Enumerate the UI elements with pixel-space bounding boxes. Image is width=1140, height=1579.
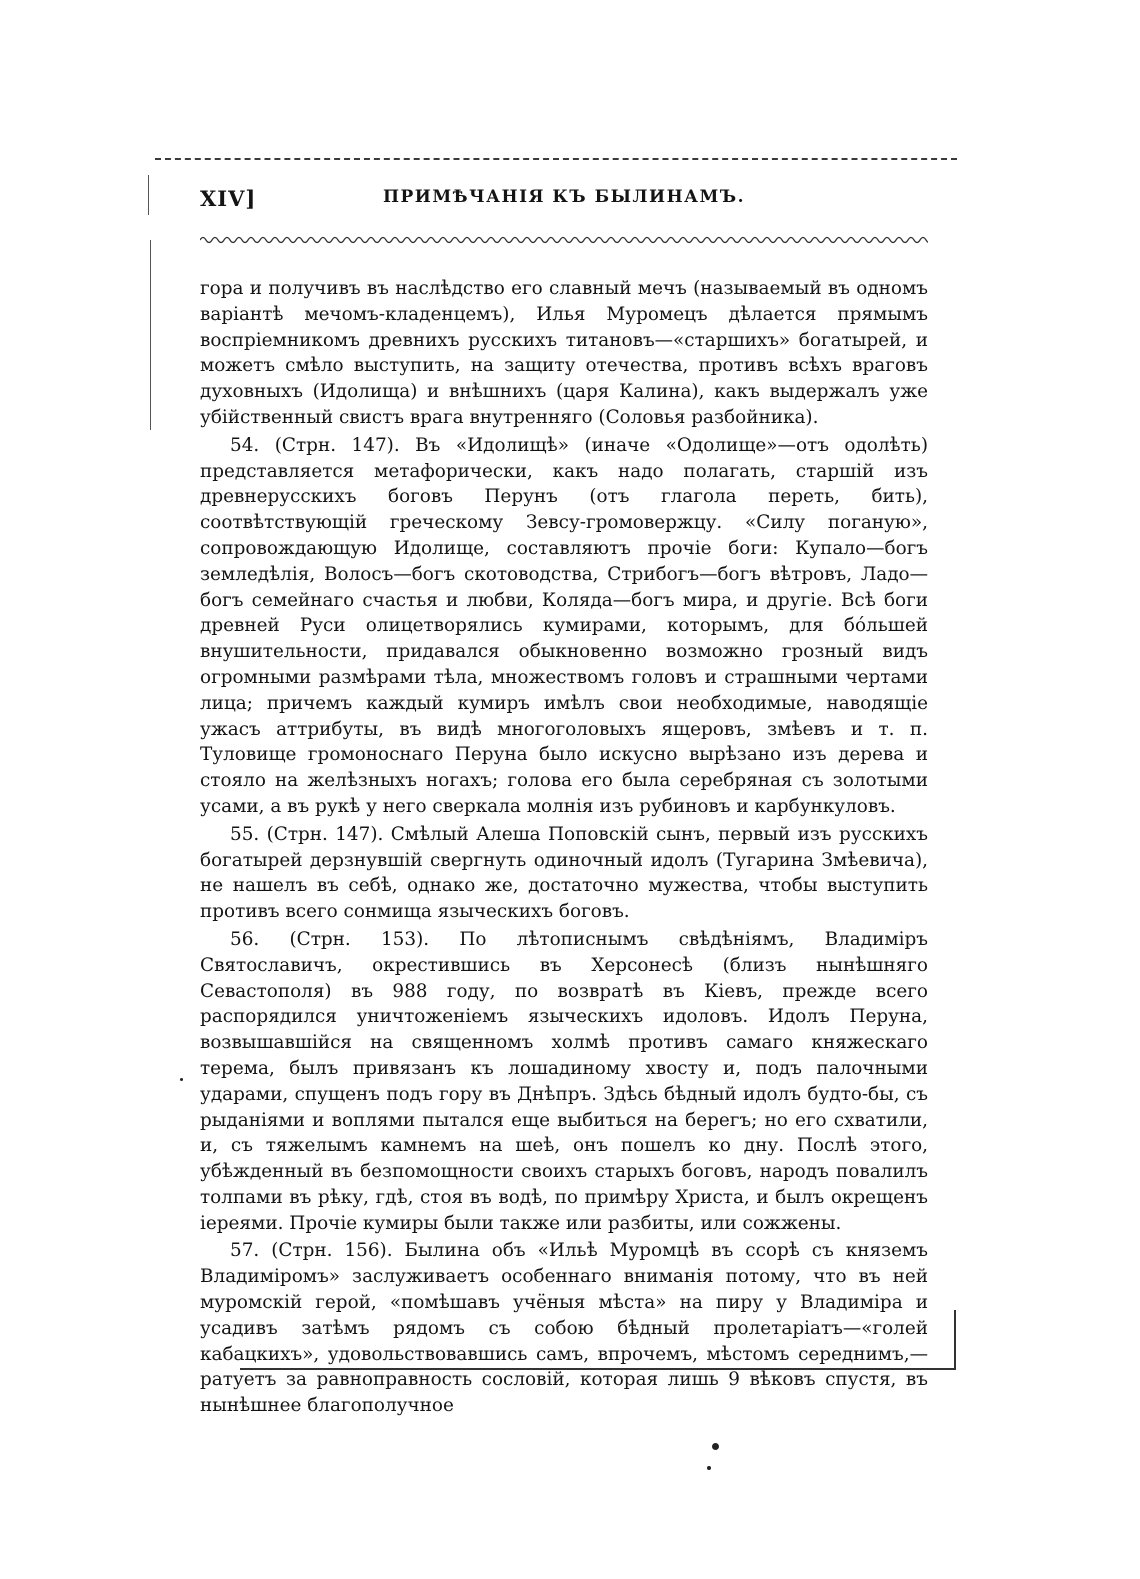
paragraph-note-57: 57. (Стрн. 156). Былина объ «Ильѣ Муромцѣ въ ссорѣ съ княземъ Владиміромъ» заслуживаетъ особеннаго вниманія потому, что въ ней муромскій герой, «помѣшавъ учёныя мѣста» на пиру у Владиміра и усадивъ затѣмъ рядомъ съ собою бѣдный пролетаріатъ—«голей кабацкихъ», удовольствовавшись самъ, впрочемъ, мѣстомъ середнимъ,—ратуетъ за равноправность сословій, которая лишь 9 вѣковъ спустя, въ нынѣшнее благополучное [200, 1240, 928, 1417]
page-header [200, 186, 928, 216]
top-rule [155, 158, 957, 160]
page-number: XIV] [200, 186, 257, 211]
bottom-rule [240, 1368, 956, 1370]
ink-speck [180, 1078, 183, 1081]
paragraph-note-55: 55. (Стрн. 147). Смѣлый Алеша Поповскій сынъ, первый изъ русскихъ богатырей дерзнувшій свергнуть одиночный идолъ (Тугарина Змѣевича), не нашелъ въ себѣ, однако же, достаточно мужества, чтобы выступить противъ всего сонмища языческихъ боговъ. [200, 823, 928, 923]
wavy-divider [200, 234, 928, 246]
paragraph-note-56: 56. (Стрн. 153). По лѣтописнымъ свѣдѣніямъ, Владиміръ Святославичъ, окрестившись въ Херсонесѣ (близъ нынѣшняго Севастополя) въ 988 году, по возвратѣ въ Кіевъ, прежде всего распорядился уничтоженіемъ языческихъ идоловъ. Идолъ Перуна, возвышавшійся на священномъ холмѣ противъ самаго княжескаго терема, былъ привязанъ къ лошадиному хвосту и, подъ палочными ударами, спущенъ подъ гору въ Днѣпръ. Здѣсь бѣдный идолъ будто-бы, съ рыданіями и воплями пытался еще выбиться на берегъ; но его схватили, и, съ тяжелымъ камнемъ на шеѣ, онъ пошелъ ко дну. Послѣ этого, убѣжденный въ безпомощности своихъ старыхъ боговъ, народъ повалилъ толпами въ рѣку, гдѣ, стоя въ водѣ, по примѣру Христа, и былъ окрещенъ іереями. Прочіе кумиры были также или разбиты, или сожжены. [200, 928, 928, 1234]
bottom-corner-rule [954, 1310, 956, 1368]
ink-speck [707, 1466, 711, 1470]
paragraph-note-54: 54. (Стрн. 147). Въ «Идолищѣ» (иначе «Одолище»—отъ одолѣть) представляется метафорически, какъ надо полагать, старшій изъ древнерусскихъ боговъ Перунъ (отъ глагола переть, бить), соотвѣтствующій греческому Зевсу-громовержцу. «Силу поганую», сопровождающую Идолище, составляютъ прочіе боги: Купало—богъ земледѣлія, Волосъ—богъ скотоводства, Стрибогъ—богъ вѣтровъ, Ладо—богъ семейнаго счастья и любви, Коляда—богъ мира, и другіе. Всѣ боги древней Руси олицетворялись кумирами, которымъ, для бóльшей внушительности, придавался обыкновенно возможно грозный видъ огромными размѣрами тѣла, множествомъ головъ и страшными чертами лица; причемъ каждый кумиръ имѣлъ свои необходимые, наводящіе ужасъ аттрибуты, въ видѣ многоголовыхъ ящеровъ, змѣевъ и т. п. Туловище громоноснаго Перуна было искусно вырѣзано изъ дерева и стояло на желѣзныхъ ногахъ; голова его была серебряная съ золотыми усами, а въ рукѣ у него сверкала молнія изъ рубиновъ и карбункуловъ. [200, 434, 928, 817]
margin-mark [148, 175, 149, 215]
running-title: ПРИМѢЧАНІЯ КЪ БЫЛИНАМЪ. [382, 187, 746, 207]
margin-mark [150, 240, 151, 430]
ink-speck [712, 1443, 719, 1450]
paragraph-continuation: гора и получивъ въ наслѣдство его славный мечъ (называемый въ одномъ варіантѣ мечомъ-кладенцемъ), Илья Муромецъ дѣлается прямымъ воспріемникомъ древнихъ русскихъ титановъ—«старшихъ» богатырей, и можетъ смѣло выступить, на защиту отечества, противъ всѣхъ враговъ духовныхъ (Идолища) и внѣшнихъ (царя Калина), какъ выдержалъ уже убійственный свистъ врага внутренняго (Соловья разбойника). [200, 278, 928, 428]
body-text [200, 276, 928, 1421]
